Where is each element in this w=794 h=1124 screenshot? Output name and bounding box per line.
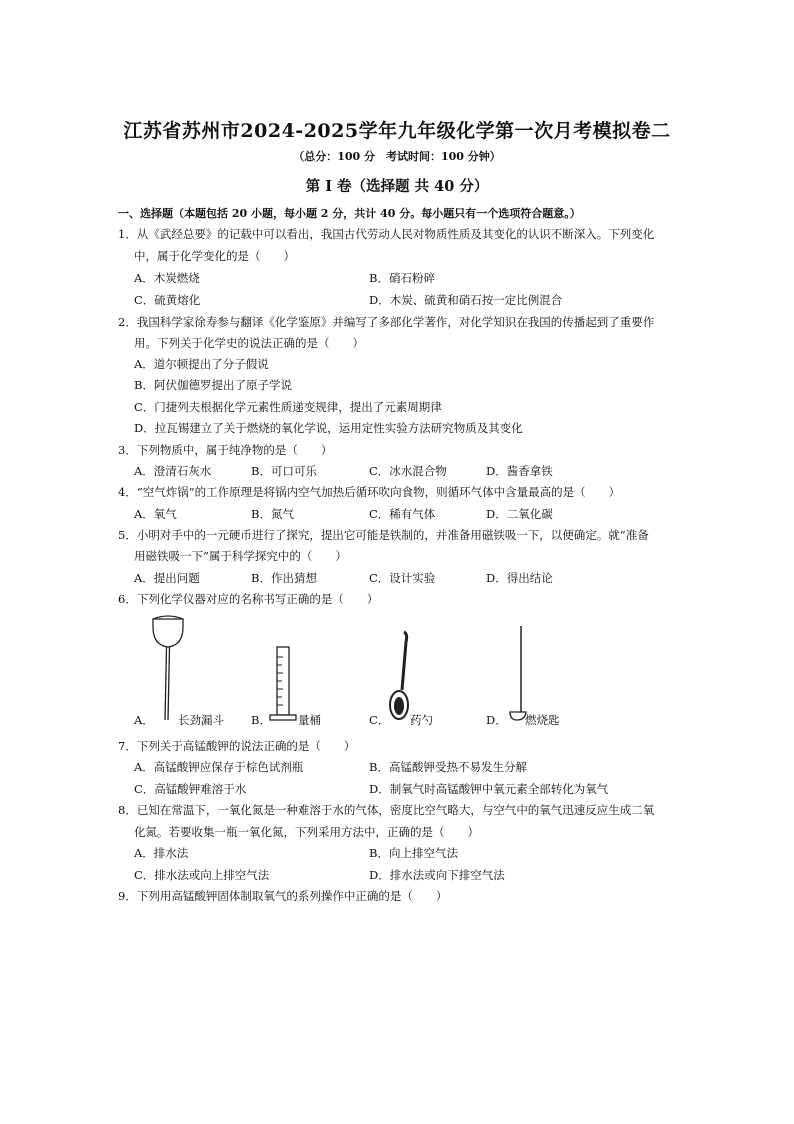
q2-option-d: D．拉瓦锡建立了关于燃烧的氧化学说，运用定性实验方法研究物质及其变化 bbox=[134, 421, 523, 435]
q4-option-a: A．氧气 bbox=[134, 507, 177, 521]
medicine-spoon-figure bbox=[384, 630, 414, 725]
q8-option-b: B．向上排空气法 bbox=[369, 846, 458, 860]
q1-option-d: D．木炭、硫黄和硝石按一定比例混合 bbox=[369, 293, 563, 307]
q7-option-d: D．制氧气时高锰酸钾中氧元素全部转化为氧气 bbox=[369, 782, 609, 796]
exam-info: （总分：100 分 考试时间：100 分钟） bbox=[293, 150, 501, 163]
part-heading: 第 I 卷（选择题 共 40 分） bbox=[305, 178, 489, 195]
section-heading: 一、选择题（本题包括 20 小题，每小题 2 分，共计 40 分。每小题只有一个选项符合题意。） bbox=[118, 207, 581, 220]
question-2-line-2: 用。下列关于化学史的说法正确的是（ ） bbox=[134, 336, 364, 350]
question-5-line-2: 用磁铁吸一下”属于科学探究中的（ ） bbox=[134, 549, 347, 563]
question-7-line-1: 7．下列关于高锰酸钾的说法正确的是（ ） bbox=[118, 739, 356, 753]
q8-option-a: A．排水法 bbox=[134, 846, 189, 860]
q6-option-a-name: 长劲漏斗 bbox=[178, 713, 224, 727]
question-3-line-1: 3．下列物质中，属于纯净物的是（ ） bbox=[118, 443, 333, 457]
long-neck-funnel-figure bbox=[148, 615, 188, 725]
question-5-line-1: 5．小明对手中的一元硬币进行了探究，提出它可能是铁制的，并准备用磁铁吸一下，以便确定。就“准备 bbox=[118, 528, 649, 542]
q1-option-a: A．木炭燃烧 bbox=[134, 271, 200, 285]
q1-option-c: C．硫黄熔化 bbox=[134, 293, 201, 307]
q6-option-b-name: 量桶 bbox=[298, 713, 321, 727]
q6-option-c-letter: C． bbox=[369, 713, 390, 727]
question-6-line-1: 6．下列化学仪器对应的名称书写正确的是（ ） bbox=[118, 592, 379, 606]
q4-option-d: D．二氧化碳 bbox=[486, 507, 553, 521]
combustion-spoon-figure bbox=[502, 624, 532, 724]
q5-option-d: D．得出结论 bbox=[486, 571, 553, 585]
q7-option-b: B．高锰酸钾受热不易发生分解 bbox=[369, 760, 527, 774]
question-8-line-1: 8．已知在常温下，一氧化氮是一种难溶于水的气体，密度比空气略大，与空气中的氧气迅速反应生成二氧 bbox=[118, 803, 655, 817]
q2-option-b: B．阿伏伽德罗提出了原子学说 bbox=[134, 378, 292, 392]
q2-option-c: C．门捷列夫根据化学元素性质递变规律，提出了元素周期律 bbox=[134, 400, 442, 414]
q5-option-c: C．设计实验 bbox=[369, 571, 436, 585]
question-2-line-1: 2．我国科学家徐寿参与翻译《化学鉴原》并编写了多部化学著作，对化学知识在我国的传播起到了重要作 bbox=[118, 315, 655, 329]
question-9-line-1: 9．下列用高锰酸钾固体制取氧气的系列操作中正确的是（ ） bbox=[118, 889, 448, 903]
q3-option-d: D．酱香拿铁 bbox=[486, 464, 553, 478]
q1-option-b: B．硝石粉碎 bbox=[369, 271, 435, 285]
graduated-cylinder-figure bbox=[268, 645, 300, 725]
q8-option-c: C．排水法或向上排空气法 bbox=[134, 868, 270, 882]
question-4-line-1: 4．“空气炸锅”的工作原理是将锅内空气加热后循环吹向食物，则循环气体中含量最高的是（ ） bbox=[118, 485, 621, 499]
q5-option-b: B．作出猜想 bbox=[251, 571, 317, 585]
q2-option-a: A．道尔顿提出了分子假说 bbox=[134, 357, 269, 371]
q3-option-b: B．可口可乐 bbox=[251, 464, 317, 478]
q3-option-a: A．澄清石灰水 bbox=[134, 464, 212, 478]
q6-option-d-name: 燃烧匙 bbox=[525, 713, 560, 727]
q4-option-b: B．氮气 bbox=[251, 507, 294, 521]
q6-option-b-letter: B． bbox=[251, 713, 271, 727]
q6-option-d-letter: D． bbox=[486, 713, 507, 727]
q6-option-a-letter: A． bbox=[134, 713, 154, 727]
q5-option-a: A．提出问题 bbox=[134, 571, 200, 585]
q3-option-c: C．冰水混合物 bbox=[369, 464, 447, 478]
q7-option-c: C．高锰酸钾难溶于水 bbox=[134, 782, 247, 796]
question-1-line-2: 中，属于化学变化的是（ ） bbox=[134, 249, 295, 263]
q8-option-d: D．排水法或向下排空气法 bbox=[369, 868, 505, 882]
q6-option-c-name: 药勺 bbox=[410, 713, 433, 727]
page-title: 江苏省苏州市2024-2025学年九年级化学第一次月考模拟卷二 bbox=[123, 120, 671, 142]
q7-option-a: A．高锰酸钾应保存于棕色试剂瓶 bbox=[134, 760, 304, 774]
question-1-line-1: 1．从《武经总要》的记载中可以看出，我国古代劳动人民对物质性质及其变化的认识不断深入。下列变化 bbox=[118, 227, 655, 241]
q4-option-c: C．稀有气体 bbox=[369, 507, 436, 521]
question-8-line-2: 化氮。若要收集一瓶一氧化氮，下列采用方法中，正确的是（ ） bbox=[134, 825, 479, 839]
